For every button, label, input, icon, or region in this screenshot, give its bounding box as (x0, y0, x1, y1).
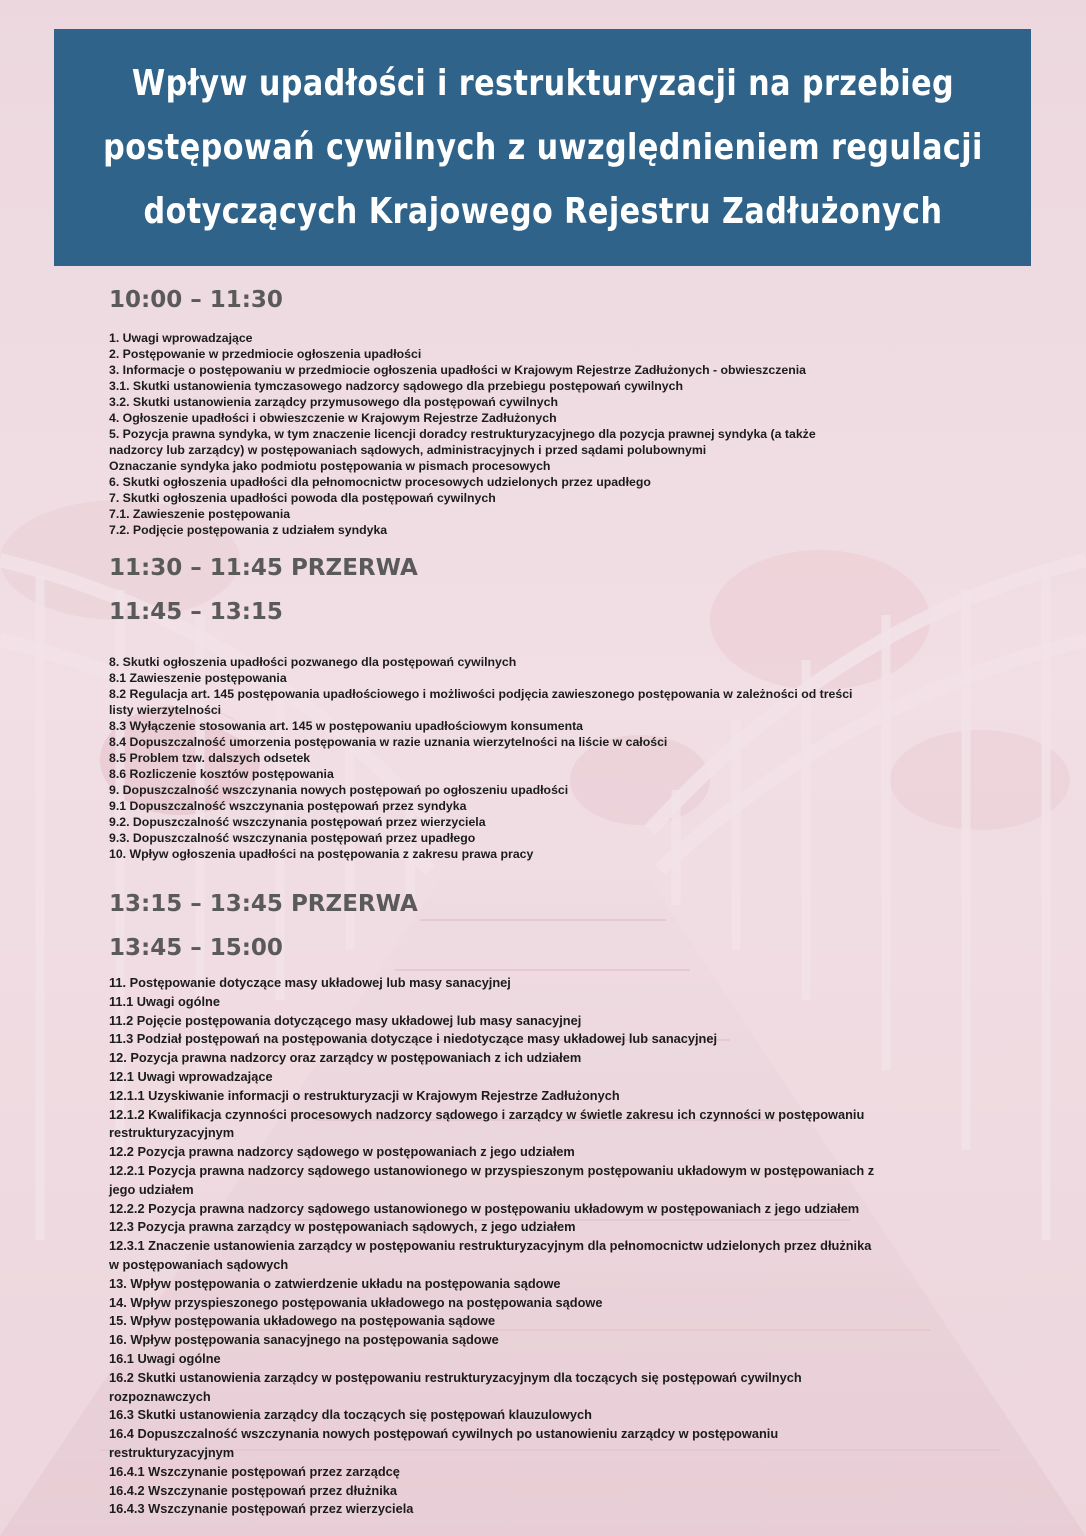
agenda-item: 16.3 Skutki ustanowienia zarządcy dla toczących się postępowań klauzulowych (109, 1407, 592, 1423)
agenda-item: 12.2.1 Pozycja prawna nadzorcy sądowego ustanowionego w przyspieszonym postępowaniu układowym w postępowaniach z (109, 1162, 875, 1178)
agenda-item: 16.4.2 Wszczynanie postępowań przez dłużnika (109, 1482, 398, 1498)
agenda-item: 5. Pozycja prawna syndyka, w tym znaczenie licencji doradcy restrukturyzacyjnego dla pozycja prawnej syndyka (a także (109, 427, 816, 441)
title-line: Wpływ upadłości i restrukturyzacji na przebieg (131, 62, 954, 104)
agenda-item: nadzorcy lub zarządcy) w postępowaniach sądowych, administracyjnych i przed sądami polubownymi (109, 443, 707, 457)
session-1 (109, 280, 989, 538)
agenda-item: 7. Skutki ogłoszenia upadłości powoda dla postępowań cywilnych (109, 491, 496, 505)
agenda-item: jego udziałem (109, 1181, 194, 1197)
title-line: dotyczących Krajowego Rejestru Zadłużonych (143, 190, 942, 232)
agenda-item: restrukturyzacyjnym (109, 1125, 235, 1141)
agenda-item: 11.2 Pojęcie postępowania dotyczącego masy układowej lub masy sanacyjnej (109, 1012, 582, 1028)
break-heading: 11:30 – 11:45 PRZERWA (109, 555, 418, 581)
agenda-item: 6. Skutki ogłoszenia upadłości dla pełnomocnictw procesowych udzielonych przez upadłego (109, 475, 651, 489)
agenda-item: 12.1 Uwagi wprowadzające (109, 1068, 273, 1084)
session-time-heading: 11:45 – 13:15 (109, 599, 283, 625)
page-title (64, 52, 1022, 244)
agenda-item: 9.3. Dopuszczalność wszczynania postępowań przez upadłego (109, 831, 476, 845)
agenda-item: 16.2 Skutki ustanowienia zarządcy w postępowaniu restrukturyzacyjnym dla toczących się postępowań cywilnych (109, 1369, 802, 1385)
agenda-item: 12. Pozycja prawna nadzorcy oraz zarządcy w postępowaniach z ich udziałem (109, 1050, 582, 1066)
agenda-item: listy wierzytelności (109, 703, 222, 717)
agenda-item: 12.2 Pozycja prawna nadzorcy sądowego w postępowaniach z jego udziałem (109, 1144, 575, 1160)
agenda-item: 11.3 Podział postępowań na postępowania dotyczące i niedotyczące masy układowej lub sanacyjnej (109, 1031, 718, 1047)
agenda-item-list (109, 330, 989, 538)
agenda-item: 8.2 Regulacja art. 145 postępowania upadłościowego i możliwości podjęcia zawieszonego postępowania w zależności od treści (109, 687, 853, 701)
agenda-item: 7.2. Podjęcie postępowania z udziałem syndyka (109, 523, 388, 537)
title-banner (54, 29, 1031, 266)
agenda-item: 8.5 Problem tzw. dalszych odsetek (109, 751, 311, 765)
agenda-item: 3.2. Skutki ustanowienia zarządcy przymusowego dla postępowań cywilnych (109, 395, 558, 409)
agenda-item: 9. Dopuszczalność wszczynania nowych postępowań po ogłoszeniu upadłości (109, 783, 569, 797)
agenda-item: 12.3.1 Znaczenie ustanowienia zarządcy w postępowaniu restrukturyzacyjnym dla pełnomocnictw udzielonych przez dłużnika (109, 1238, 872, 1254)
agenda-item: 3. Informacje o postępowaniu w przedmiocie ogłoszenia upadłości w Krajowym Rejestrze Zadłużonych - obwieszczenia (109, 363, 806, 377)
agenda-item-list (109, 974, 989, 1519)
agenda-item: 8.3 Wyłączenie stosowania art. 145 w postępowaniu upadłościowym konsumenta (109, 719, 584, 733)
session-3 (109, 928, 989, 1519)
agenda-item: 8.4 Dopuszczalność umorzenia postępowania w razie uznania wierzytelności na liście w całości (109, 735, 668, 749)
agenda-item: 8.6 Rozliczenie kosztów postępowania (109, 767, 334, 781)
agenda-item: 16.4.3 Wszczynanie postępowań przez wierzyciela (109, 1501, 414, 1517)
agenda-item: restrukturyzacyjnym (109, 1444, 235, 1460)
agenda-item: 13. Wpływ postępowania o zatwierdzenie układu na postępowania sądowe (109, 1275, 561, 1291)
session-time-heading: 10:00 – 11:30 (109, 287, 283, 313)
agenda-item: 4. Ogłoszenie upadłości i obwieszczenie w Krajowym Rejestrze Zadłużonych (109, 411, 557, 425)
agenda-item: 12.2.2 Pozycja prawna nadzorcy sądowego ustanowionego w postępowaniu układowym w postępowaniach z jego udziałem (109, 1200, 860, 1216)
agenda-item: 16.4 Dopuszczalność wszczynania nowych postępowań cywilnych po ustanowieniu zarządcy w postępowaniu (109, 1426, 779, 1442)
agenda-item: 16. Wpływ postępowania sanacyjnego na postępowania sądowe (109, 1332, 499, 1348)
agenda-item: 12.1.1 Uzyskiwanie informacji o restrukturyzacji w Krajowym Rejestrze Zadłużonych (109, 1087, 620, 1103)
agenda-item: 12.3 Pozycja prawna zarządcy w postępowaniach sądowych, z jego udziałem (109, 1219, 576, 1235)
agenda-item: rozpoznawczych (109, 1388, 211, 1404)
session-2 (109, 592, 989, 862)
agenda-item: Oznaczanie syndyka jako podmiotu postępowania w pismach procesowych (109, 459, 551, 473)
agenda-item: w postępowaniach sądowych (109, 1256, 289, 1272)
agenda-item: 7.1. Zawieszenie postępowania (109, 507, 291, 521)
session-time-heading: 13:45 – 15:00 (109, 935, 283, 961)
agenda-item: 11.1 Uwagi ogólne (109, 993, 220, 1009)
agenda-item-list (109, 654, 989, 862)
agenda-item: 1. Uwagi wprowadzające (109, 331, 253, 345)
agenda-item: 10. Wpływ ogłoszenia upadłości na postępowania z zakresu prawa pracy (109, 847, 534, 861)
agenda-item: 11. Postępowanie dotyczące masy układowej lub masy sanacyjnej (109, 975, 511, 990)
agenda-item: 15. Wpływ postępowania układowego na postępowania sądowe (109, 1313, 496, 1329)
break-heading: 13:15 – 13:45 PRZERWA (109, 891, 418, 917)
agenda-item: 16.4.1 Wszczynanie postępowań przez zarządcę (109, 1463, 400, 1479)
agenda-item: 9.1 Dopuszczalność wszczynania postępowań przez syndyka (109, 799, 467, 813)
title-line: postępowań cywilnych z uwzględnieniem regulacji (102, 126, 983, 168)
agenda-item: 14. Wpływ przyspieszonego postępowania układowego na postępowania sądowe (109, 1294, 603, 1310)
agenda-item: 8. Skutki ogłoszenia upadłości pozwanego dla postępowań cywilnych (109, 655, 517, 669)
agenda-item: 8.1 Zawieszenie postępowania (109, 671, 287, 685)
agenda-item: 3.1. Skutki ustanowienia tymczasowego nadzorcy sądowego dla przebiegu postępowań cywilnych (109, 379, 683, 393)
agenda-item: 16.1 Uwagi ogólne (109, 1350, 221, 1366)
agenda-item: 12.1.2 Kwalifikacja czynności procesowych nadzorcy sądowego i zarządcy w świetle zakresu ich czynności w postępowaniu (109, 1106, 865, 1122)
agenda (109, 280, 989, 1519)
agenda-item: 2. Postępowanie w przedmiocie ogłoszenia upadłości (109, 347, 422, 361)
agenda-item: 9.2. Dopuszczalność wszczynania postępowań przez wierzyciela (109, 815, 486, 829)
